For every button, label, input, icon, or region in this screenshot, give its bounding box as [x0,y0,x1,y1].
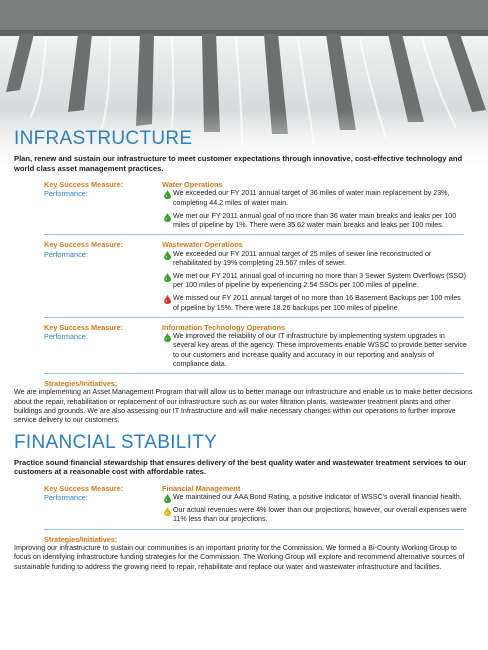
section-divider [44,529,464,530]
measure-heading: Information Technology Operations [162,322,286,332]
performance-item-text: We maintained our AAA Bond Rating, a positive indicator of WSSC's overall financial health. [173,493,462,502]
performance-item [162,250,468,268]
performance-item-text: We improved the reliability of our IT infrastructure by implementing system upgrades in several key areas of the agency. These improvements enable WSSC to provide better service to our customers and increase quality and accuracy in our reporting and analysis of compliance data. [173,332,467,368]
key-success-measure-label: Key Success Measure: [44,240,124,250]
performance-item-text: We exceeded our FY 2011 annual target of 25 miles of sewer line reconstructed or rehabilitated by 19% completing 29.567 miles of sewer. [173,249,432,267]
measure-detail [162,240,468,313]
performance-item-text: We exceeded our FY 2011 annual target of 36 miles of water main replacement by 23%, completing 44.2 miles of water main. [173,189,450,207]
performance-item-text: We met our FY 2011 annual goal of incurring no more than 3 Sewer System Overflows (SSO) per 100 miles of pipeline by experiencing 2.54 SSOs per 100 miles of pipeline. [173,272,466,290]
red-status-drop-icon [164,295,171,304]
strategies-label: Strategies/Initiatives: [44,534,118,544]
key-success-measure [44,484,468,525]
performance-item [162,493,468,502]
financial-intro: Practice sound financial stewardship that ensures delivery of the best quality water and wastewater treatment services to our customers at a reasonable cost with affordable rates. [14,457,467,477]
financial-strategies [14,534,474,572]
performance-item [162,212,468,230]
key-success-measure-label: Key Success Measure: [44,483,124,493]
key-success-measure [44,323,468,369]
performance-label: Performance: [44,332,88,342]
performance-item [162,294,468,312]
green-status-drop-icon [164,273,171,282]
infrastructure-measures [0,180,488,374]
measure-labels [44,180,160,199]
measure-labels [44,323,160,342]
section-divider [44,234,464,235]
measure-labels [44,484,160,503]
strategies-label: Strategies/Initiatives: [44,379,118,389]
report-content [0,128,488,572]
key-success-measure [44,180,468,230]
measure-heading: Water Operations [162,180,223,189]
performance-item-text: Our actual revenues were 4% lower than our projections, however, our overall expenses were 11% less than our projections. [173,506,467,524]
measure-heading: Wastewater Operations [162,240,243,250]
performance-label: Performance: [44,249,88,259]
infrastructure-title: INFRASTRUCTURE [14,128,193,149]
strategies-text: We are implementing an Asset Management Program that will allow us to better manage our infrastructure and enable us to make better decisions about the repair, rehabilitation or replacement of our infrastructure such as our water filtration plants, wastewater treatment plants and other buildings and grounds. We are also assessing our IT Infrastructure and will make necessary changes within our operations to further improve service delivery to our customers. [14,388,473,425]
section-divider [44,373,464,374]
financial-title: FINANCIAL STABILITY [14,431,218,453]
performance-item [162,272,468,290]
performance-label: Performance: [44,189,88,199]
key-success-measure [44,240,468,313]
performance-item [162,332,468,369]
section-divider [44,317,464,318]
performance-item-text: We missed our FY 2011 annual target of no more than 16 Basement Backups per 100 miles of pipeline by 15%. There were 18.26 backups per 100 miles of pipeline. [173,294,461,312]
performance-item-text: We met our FY 2011 annual goal of no more than 36 water main breaks and leaks per 100 miles of pipeline by 1%. There were 35.62 water main breaks and leaks per 100 miles. [173,211,457,230]
performance-item [162,506,468,524]
measure-detail [162,180,468,230]
yellow-status-drop-icon [164,507,171,516]
performance-label: Performance: [44,493,88,503]
infrastructure-strategies [14,379,474,426]
measure-labels [44,240,160,259]
key-success-measure-label: Key Success Measure: [44,322,124,332]
financial-measures [0,484,488,530]
strategies-text: Improving our infrastructure to sustain our communities is an important priority for the Commission. We formed a Bi-County Working Group to focus on identifying infrastructure funding strategies for the Commission. The Working Group will explore and recommend alternative sources of sustainable funding to address the growing need to repair, rehabilitate and replace our water and wastewater infrastructure and facilities. [14,544,465,571]
green-status-drop-icon [164,494,171,503]
key-success-measure-label: Key Success Measure: [44,180,124,189]
green-status-drop-icon [164,333,171,342]
measure-heading: Financial Management [162,483,241,493]
green-status-drop-icon [164,213,171,222]
measure-detail [162,484,468,525]
performance-item [162,189,468,207]
green-status-drop-icon [164,190,171,199]
green-status-drop-icon [164,251,171,260]
measure-detail [162,323,468,369]
infrastructure-intro: Plan, renew and sustain our infrastructure to meet customer expectations through innovative, cost-effective technology and world class asset management practices. [14,154,463,173]
